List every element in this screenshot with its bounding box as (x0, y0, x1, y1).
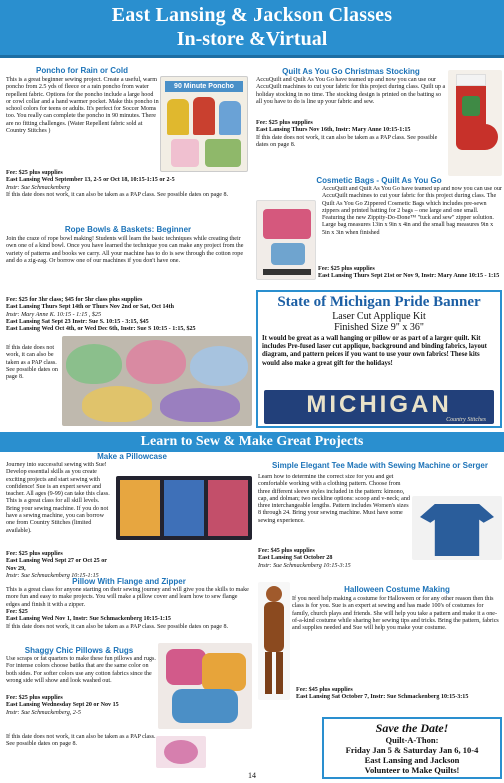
shaggy-details (6, 695, 156, 717)
rope-instructor-1: Instr: Mary Anne K. 10:15 - 1:15 , $25 (6, 311, 102, 318)
poncho-body: This is a great beginner sewing project. Create a useful, warm poncho from 2.5 yds of fleece or a rain poncho from water repellent fabric. Options for the poncho include a large hood or cowl collar and a hand warmer pocket. Make this poncho in school colors for teens or adults. It's perfect for Soccer Moms too. You really can complete the poncho in 90 minutes. There are no fitting challenges. (Water Repellent fabric sold at Country Stitches ) (6, 77, 159, 135)
shaggy-pillow-photo (158, 643, 252, 729)
cosmetic-title: Cosmetic Bags - Quilt As You Go (316, 176, 442, 185)
pillow-schedule: East Lansing Wed Nov 1, Instr: Sue Schmackenberg 10:15-1:15 (6, 616, 171, 623)
save-the-date-box (322, 717, 502, 779)
tee-fee: Fee: $45 plus supplies (258, 548, 315, 554)
rope-bowls-photo (62, 336, 252, 426)
rope-schedule-2: East Lansing Sat Sept 23 Instr: Sue S. 10:15 - 3:15, $45 (6, 318, 149, 325)
halloween-costume-photo (258, 582, 290, 700)
pillowcase-body: Journey into successful sewing with Sue! Develop essential skills as you create exciting projects and start sewing with confidence! Sue is an expert sewer and teacher. All ages (9-99) can take this class. This is a great class for all skill levels. Bring your sewing machine. If you do not have a sewing machine, you can borrow one from Country Stitches (limited available). (6, 462, 110, 534)
pillow-title: Pillow With Flange and Zipper (72, 577, 186, 586)
rope-details (6, 297, 250, 333)
header-banner (0, 0, 504, 58)
halloween-details (296, 687, 504, 702)
stocking-note: If this date does not work, it can also be taken as a PAP class. See possible dates on page 8. (256, 134, 438, 148)
halloween-schedule: East Lansing Sat October 7, Instr: Sue Schmackenberg 10:15-3:15 (296, 694, 469, 701)
shaggy-note: If this date does not work, it can also be taken as a PAP class. See possible dates on page 8. (6, 734, 156, 748)
halloween-title: Halloween Costume Making (344, 585, 450, 594)
rope-body: Join the craze of rope bowl making! Students will learn the basic techniques while creating their own one of a kind bowl. Once you have learned the technique you can make any project from the variety of patterns and books we carry. All your machine has to do is sew through the cotton rope and do a zig-zag. Or borrow one of our machines if you don't have one. (6, 236, 244, 264)
poncho-details (6, 170, 250, 199)
rope-fee: Fee: $25 for 3hr class; $45 for 5hr class plus supplies (6, 297, 143, 303)
shaggy-title: Shaggy Chic Pillows & Rugs (24, 646, 134, 655)
save-heading: Save the Date! (375, 721, 449, 735)
poncho-pattern-caption: 90 Minute Poncho (165, 81, 243, 92)
tee-details (258, 548, 410, 570)
shaggy-fee: Fee: $25 plus supplies (6, 695, 63, 701)
shaggy-instructor: Instr: Sue Schmackenberg, 2-5 (6, 709, 81, 716)
pillow-fee: Fee: $25 (6, 609, 28, 615)
pillowcase-photo (116, 476, 252, 540)
pillowcase-instructor: Instr: Sue Schmackenberg 10:15-1:15 (6, 572, 99, 579)
stocking-fee: Fee: $25 plus supplies (256, 120, 313, 126)
shaggy-body: Use scraps or fat quarters to make these fun pillows and rugs. For intense colors choose batiks that are the same color on both sides. For softer colors use any cotton fabrics since the wrong side will show and look washed out. (6, 656, 156, 684)
pillowcase-details (6, 551, 116, 580)
poncho-title: Poncho for Rain or Cold (36, 66, 128, 75)
learn-to-sew-banner: Learn to Sew & Make Great Projects (0, 432, 504, 452)
pillow-body: This is a great class for anyone starting on their sewing journey and will give you the skills to make more fun and easy to make projects. You will make a pillow cover and learn how to sew flange edges and finish it with a zipper. (6, 587, 249, 608)
cosmetic-bag-image (256, 200, 316, 280)
halloween-fee: Fee: $45 plus supplies (296, 687, 353, 693)
rope-schedule-1: East Lansing Thurs Sept 14th or Thurs Nov 2nd or Sat, Oct 14th (6, 304, 175, 311)
pride-title: State of Michigan Pride Banner (277, 294, 481, 310)
stocking-image (448, 70, 502, 176)
pillowcase-title: Make a Pillowcase (97, 452, 167, 461)
shaggy-schedule: East Lansing Wednesday Sept 20 or Nov 15 (6, 702, 119, 709)
page-number: 14 (248, 771, 256, 780)
save-line-4: Volunteer to Make Quilts! (364, 765, 460, 775)
pride-banner-box (256, 290, 502, 428)
stocking-title: Quilt As You Go Christmas Stocking (282, 67, 420, 76)
pillowcase-schedule: East Lansing Wed Sept 27 or Oct 25 or Nov 29, (6, 558, 107, 572)
header-subtitle: In-store &Virtual (176, 28, 328, 50)
pillow-note: If this date does not work, it can also be taken as a PAP class. See possible dates on page 8. (6, 623, 229, 630)
pride-body: It would be great as a wall hanging or pillow or as part of a larger quilt. Kit includes Pre-fused laser cut applique, background and binding fabrics, layout diagram, and pattern peices if you want to use your own fabrics! These kits would also make a great gift for the holidays! (262, 335, 487, 367)
save-line-1: Quilt-A-Thon: (385, 735, 439, 745)
save-line-3: East Lansing and Jackson (364, 755, 460, 765)
michigan-banner-image (264, 390, 494, 424)
tee-title: Simple Elegant Tee Made with Sewing Machine or Serger (272, 461, 488, 470)
tee-body: Learn how to determine the correct size for you and get comfortable working with a clothing pattern. Choose from three different sleeve styles included in the pattern: kimono, cap, and dolman; two neckline options: scoop and v-neck; and three interchangeable lengths. Pattern includes Women's sizes 8 through 24. Bring your sewing machine. Must have some sewing experience. (258, 474, 410, 524)
pillowcase-fee: Fee: $25 plus supplies (6, 551, 63, 557)
poncho-schedule: East Lansing Wed September 13, 2-5 or Oct 18, 10:15-1:15 or 2-5 (6, 177, 175, 184)
shaggy-rug-photo (156, 736, 206, 768)
stocking-details (256, 120, 446, 149)
poncho-pattern-image (160, 76, 248, 172)
pillow-details (6, 609, 252, 631)
michigan-word: MICHIGAN (306, 391, 452, 418)
pride-subtitle-1: Laser Cut Applique Kit (332, 311, 426, 322)
cosmetic-body: AccuQuilt and Quilt As You Go have teamed up and now you can use our AccuQuilt machines to cut your fabric for this project during class. The Quilt As You Go Zippered Cosmetic Bags which includes pre-sewn zippers and printed batting for 2 bags – one large and one small. Featuring the new Zippity-Do-Done™ "tuck and sew" zipper solution. Large bag measures 13in x 9in x 4in and the small bag measures 9in x 5in x 3in when finished (322, 186, 502, 236)
stocking-schedule: East Lansing Thurs Nov 16th, Instr: Mary Anne 10:15-1:15 (256, 127, 411, 134)
cosmetic-fee: Fee: $25 plus supplies (318, 266, 375, 272)
save-line-2: Friday Jan 5 & Saturday Jan 6, 10-4 (345, 745, 479, 755)
rope-title: Rope Bowls & Baskets: Beginner (64, 225, 192, 234)
header-title: East Lansing & Jackson Classes (111, 4, 393, 26)
poncho-fee: Fee: $25 plus supplies (6, 170, 63, 176)
tee-schedule: East Lansing Sat October 28 (258, 555, 333, 562)
poncho-instructor: Instr: Sue Schmackenberg (6, 184, 70, 191)
halloween-body: If you need help making a costume for Halloween or for any other reason then this class is for you. Sue is an expert at sewing and has made 100's of costumes for family, church plays and friends. She will help you take a pattern and make it a one-of-a-kind costume while sharing her sewing tips and tricks. Bring the pattern, fabrics and supplies needed and Sue will help you make your costume. (292, 596, 499, 632)
banner-credit: Country Stitches (446, 417, 486, 423)
pride-subtitle-2: Finished Size 9" x 36" (334, 322, 424, 333)
rope-schedule-3: East Lansing Wed Oct 4th, or Wed Dec 6th, Instr: Sue S 10:15 - 1:15, $25 (6, 326, 196, 333)
tee-photo (412, 496, 502, 560)
tee-instructor: Instr: Sue Schmackenberg 10:15-3:15 (258, 562, 351, 569)
stocking-body: AccuQuilt and Quilt As You Go have teamed up and now you can use our AccuQuilt machines to cut your fabric for this project during class. Quilt up a holiday stocking in no time. The stocking design is printed on the batting so all you have to do is line up your fabric and sew. (256, 77, 446, 105)
cosmetic-schedule: East Lansing Thurs Sept 21st or Nov 9, Instr: Mary Anne 10:15 - 1:15 (318, 273, 500, 280)
cosmetic-details (318, 266, 502, 281)
rope-note: If this date does not work, it can also be taken as a PAP class. See possible dates on page 8. (6, 345, 58, 381)
poncho-note: If this date does not work, it can also be taken as a PAP class. See possible dates on page 8. (6, 191, 229, 198)
